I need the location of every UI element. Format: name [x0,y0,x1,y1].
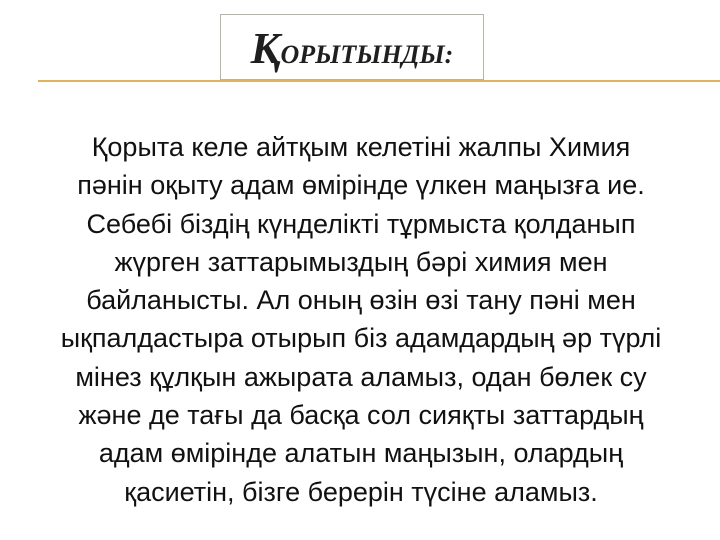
title-box [220,14,484,80]
paragraph-line: байланысты. Ал оның өзін өзі тану пәні мен [86,285,636,316]
paragraph-line: адам өмірінде алатын маңызын, олардың [98,438,624,469]
paragraph-line: Қорыта келе айтқым келетіні жалпы Химия [91,132,631,162]
paragraph-line: мінез құлқын ажырата аламыз, одан бөлек су [75,361,647,392]
paragraph-line: ықпалдастыра отырып біз адамдардың әр түрлі [60,323,662,354]
title-initial-letter: Қ [250,24,281,73]
paragraph-line: қасиетін, бізге берерін түсіне аламыз. [124,476,598,507]
title-remaining-text: ОРЫТЫНДЫ: [280,40,454,69]
conclusion-paragraph [26,128,696,511]
paragraph-line: жүрген заттарымыздың бәрі химия мен [114,246,608,277]
title-underline-rule [38,80,720,82]
paragraph-line: Себебі біздің күнделікті тұрмыста қолданып [86,208,636,239]
page-title [250,24,454,73]
paragraph-line: және де тағы да басқа сол сияқты заттардың [78,400,644,431]
paragraph-line: пәнін оқыту адам өмірінде үлкен маңызға ие. [77,170,645,201]
